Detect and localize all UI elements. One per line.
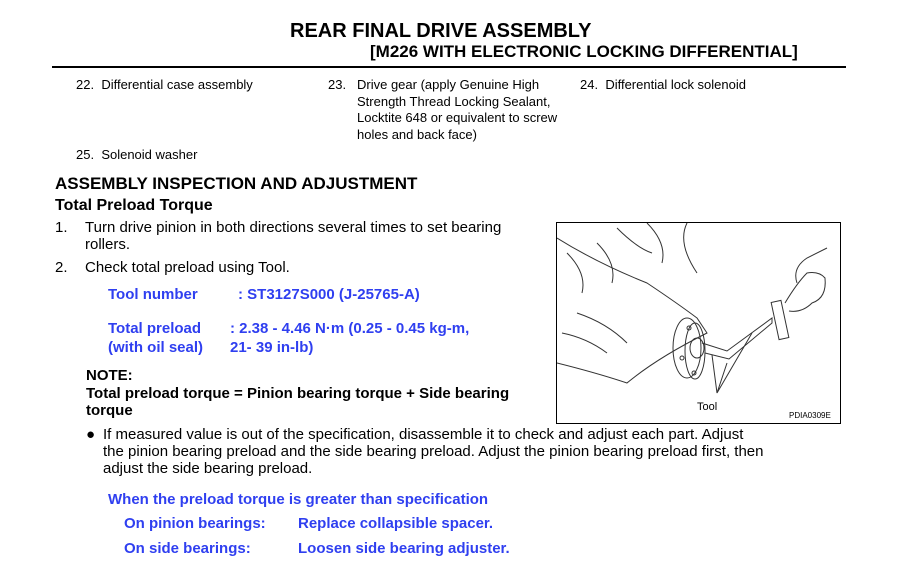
tool-number-value: : ST3127S000 (J-25765-A) xyxy=(238,286,420,303)
side-bearings-action: Loosen side bearing adjuster. xyxy=(298,540,510,557)
preload-label: Total preload xyxy=(108,320,202,337)
tool-number-label: Tool number xyxy=(108,286,198,303)
note-label: NOTE: xyxy=(86,367,133,384)
pinion-bearings-label: On pinion bearings: xyxy=(124,515,266,532)
bullet-icon: ● xyxy=(86,426,96,443)
note-text: Total preload torque = Pinion bearing torque + Side bearing torque xyxy=(86,385,510,419)
preload-value-inlb: 21- 39 in-lb) xyxy=(230,339,314,356)
tool-callout: Tool xyxy=(697,401,718,413)
part-23: 23. Drive gear (apply Genuine High Strength Thread Locking Sealant, Locktite 648 or equivalent to screw holes and back face) xyxy=(328,77,558,142)
bullet-item: ● If measured value is out of the specification, disassemble it to check and adjust each part. Adjust the pinion bearing preload and the side bearing preload. Adjust the pinion bearing preload first, then adjust the side bearing preload. xyxy=(86,426,764,477)
part-22: 22. Differential case assembly xyxy=(76,77,253,92)
section-heading: ASSEMBLY INSPECTION AND ADJUSTMENT xyxy=(55,174,418,193)
part-25: 25. Solenoid washer xyxy=(76,147,198,162)
pinion-bearings-action: Replace collapsible spacer. xyxy=(298,515,494,532)
figure-code: PDIA0309E xyxy=(789,411,831,420)
subsection-heading: Total Preload Torque xyxy=(55,197,213,214)
condition-heading: When the preload torque is greater than specification xyxy=(108,491,489,508)
side-bearings-label: On side bearings: xyxy=(124,540,251,557)
preload-measurement-figure xyxy=(556,222,841,424)
part-24: 24. Differential lock solenoid xyxy=(580,77,746,92)
preload-label-oil-seal: (with oil seal) xyxy=(108,339,204,356)
title-rule xyxy=(52,66,846,68)
preload-value: : 2.38 - 4.46 N·m (0.25 - 0.45 kg-m, xyxy=(230,320,470,337)
page-title: REAR FINAL DRIVE ASSEMBLY xyxy=(290,20,592,42)
pinion-torque-illustration xyxy=(557,223,840,423)
step-1: 1. Turn drive pinion in both directions several times to set bearing rollers. xyxy=(55,219,502,253)
step-2: 2. Check total preload using Tool. xyxy=(55,259,290,276)
page-subtitle: [M226 WITH ELECTRONIC LOCKING DIFFERENTIAL] xyxy=(370,42,798,61)
